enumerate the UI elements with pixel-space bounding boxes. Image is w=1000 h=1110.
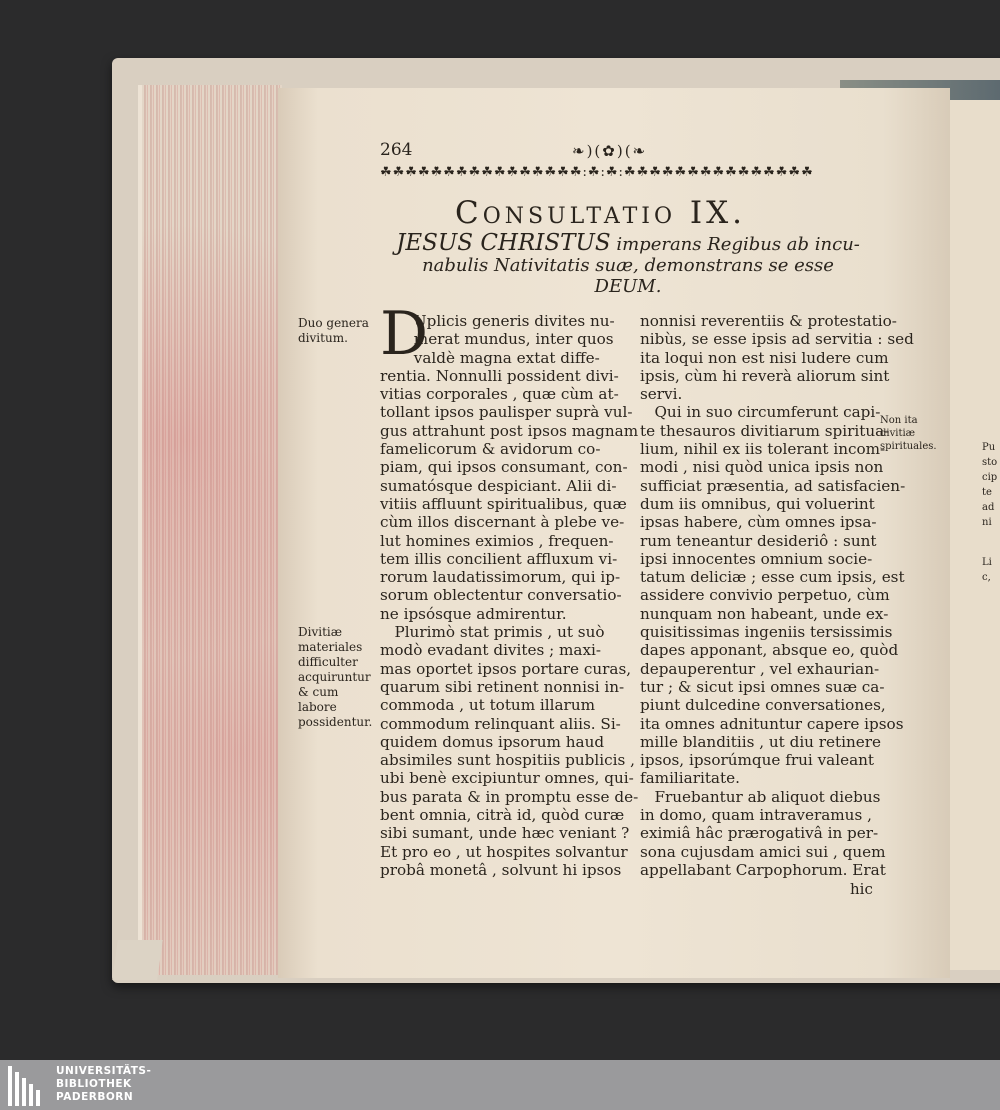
margin-note-2: Divitiæ materiales difficulter acquiruntur & cum labore possidentur. bbox=[298, 625, 373, 729]
subtitle-line1: imperans Regibus ab incu- bbox=[610, 234, 860, 255]
next-page-fragment: cip bbox=[982, 472, 998, 483]
next-page bbox=[950, 100, 1000, 970]
next-page-fragment: te bbox=[982, 487, 992, 498]
page-fold bbox=[112, 940, 163, 980]
library-name-line3: PADERBORN bbox=[56, 1091, 134, 1103]
drop-cap: D bbox=[380, 299, 429, 369]
footer-bar bbox=[0, 1060, 1000, 1110]
library-name bbox=[56, 1065, 151, 1104]
library-logo-icon bbox=[8, 1066, 48, 1106]
next-page-fragment: Li bbox=[982, 557, 992, 568]
margin-note-1: Duo genera divitum. bbox=[298, 316, 369, 345]
chapter-subtitle bbox=[378, 230, 878, 297]
ornament-band: ☘☘☘☘☘☘☘☘☘☘☘☘☘☘☘☘:☘:☘:☘☘☘☘☘☘☘☘☘☘☘☘☘☘☘ bbox=[380, 165, 814, 180]
subtitle-line2: nabulis Nativitatis suæ, demonstrans se esse bbox=[422, 255, 834, 276]
right-column-text: nonnisi reverentiis & protestatio- nibùs, se esse ipsis ad servitia : sed ita loqui non est nisi ludere cum ipsis, cùm hi reverà aliorum sint servi. Qui in suo circumferunt capi- te thesauros divitiarum spiritua- lium, nihil ex iis tolerant incom- modi , nisi quòd unica ipsis non sufficiat præsentia, ad satisfacien- dum iis omnibus, qui voluerint ipsas habere, cùm omnes ipsa- rum teneantur desideriô : sunt ipsi innocentes omnium socie- tatum deliciæ ; esse cum ipsis, est assidere convivio perpetuo, cùm nunquam non habeant, unde ex- quisitissimas ingeniis tersissimis dapes apponant, absque eo, quòd depauperentur , vel exhaurian- tur ; & sicut ipsi omnes suæ ca- piunt dulcedine conversationes, ita omnes adnituntur capere ipsos mille blanditiis , ut diu retinere ipsos, ipsorúmque frui valeant familiaritate. Fruebantur ab aliquot diebus in domo, quam intraveramus , eximiâ hâc prærogativâ in per- sona cujusdam amici sui , quem appellabant Carpophorum. Erat bbox=[640, 312, 914, 879]
head-ornament: ❧)(✿)(❧ bbox=[572, 142, 648, 160]
subtitle-name: JESUS CHRISTUS bbox=[396, 230, 611, 256]
page-edges bbox=[138, 85, 282, 975]
next-page-fragment: ni bbox=[982, 517, 992, 528]
subtitle-line3: DEUM. bbox=[594, 276, 662, 297]
margin-note-3: Non ita divitiæ spirituales. bbox=[880, 415, 937, 452]
left-column-text: Uplicis generis divites nu- merat mundus, inter quos valdè magna extat diffe- rentia. Nonnulli possident divi- vitias corporales , quæ cùm at- tollant ipsos paulisper suprà vul- gus attrahunt post ipsos magnam famelicorum & avidorum co- piam, qui ipsos consumant, con- sumatósque despiciant. Alii di- vitiis affluunt spiritualibus, quæ cùm illos discernant à plebe ve- lut homines eximios , frequen- tem illis concilient affluxum vi- rorum laudatissimorum, qui ip- sorum oblectentur conversatio- ne ipsósque admirentur. Plurimò stat primis , ut suò modò evadant divites ; maxi- mas oportet ipsos portare curas, quarum sibi retinent nonnisi in- commoda , ut totum illarum commodum relinquant aliis. Si- quidem domus ipsorum haud absimiles sunt hospitiis publicis , ubi benè excipiuntur omnes, qui- bus parata & in promptu esse de- bent omnia, citrà id, quòd curæ sibi sumant, unde hæc veniant ? Et pro eo , ut hospites solvantur probâ monetâ , solvunt hi ipsos bbox=[380, 312, 639, 879]
library-name-line1: UNIVERSITÄTS- bbox=[56, 1065, 152, 1077]
catchword: hic bbox=[850, 880, 873, 898]
next-page-fragment: ad bbox=[982, 502, 995, 513]
chapter-title: Consultatio IX. bbox=[455, 195, 747, 231]
next-page-fragment: sto bbox=[982, 457, 998, 468]
next-page-fragment: c, bbox=[982, 572, 991, 583]
next-page-fragment: Pu bbox=[982, 442, 996, 453]
page-number: 264 bbox=[380, 140, 413, 160]
library-name-line2: BIBLIOTHEK bbox=[56, 1078, 132, 1090]
